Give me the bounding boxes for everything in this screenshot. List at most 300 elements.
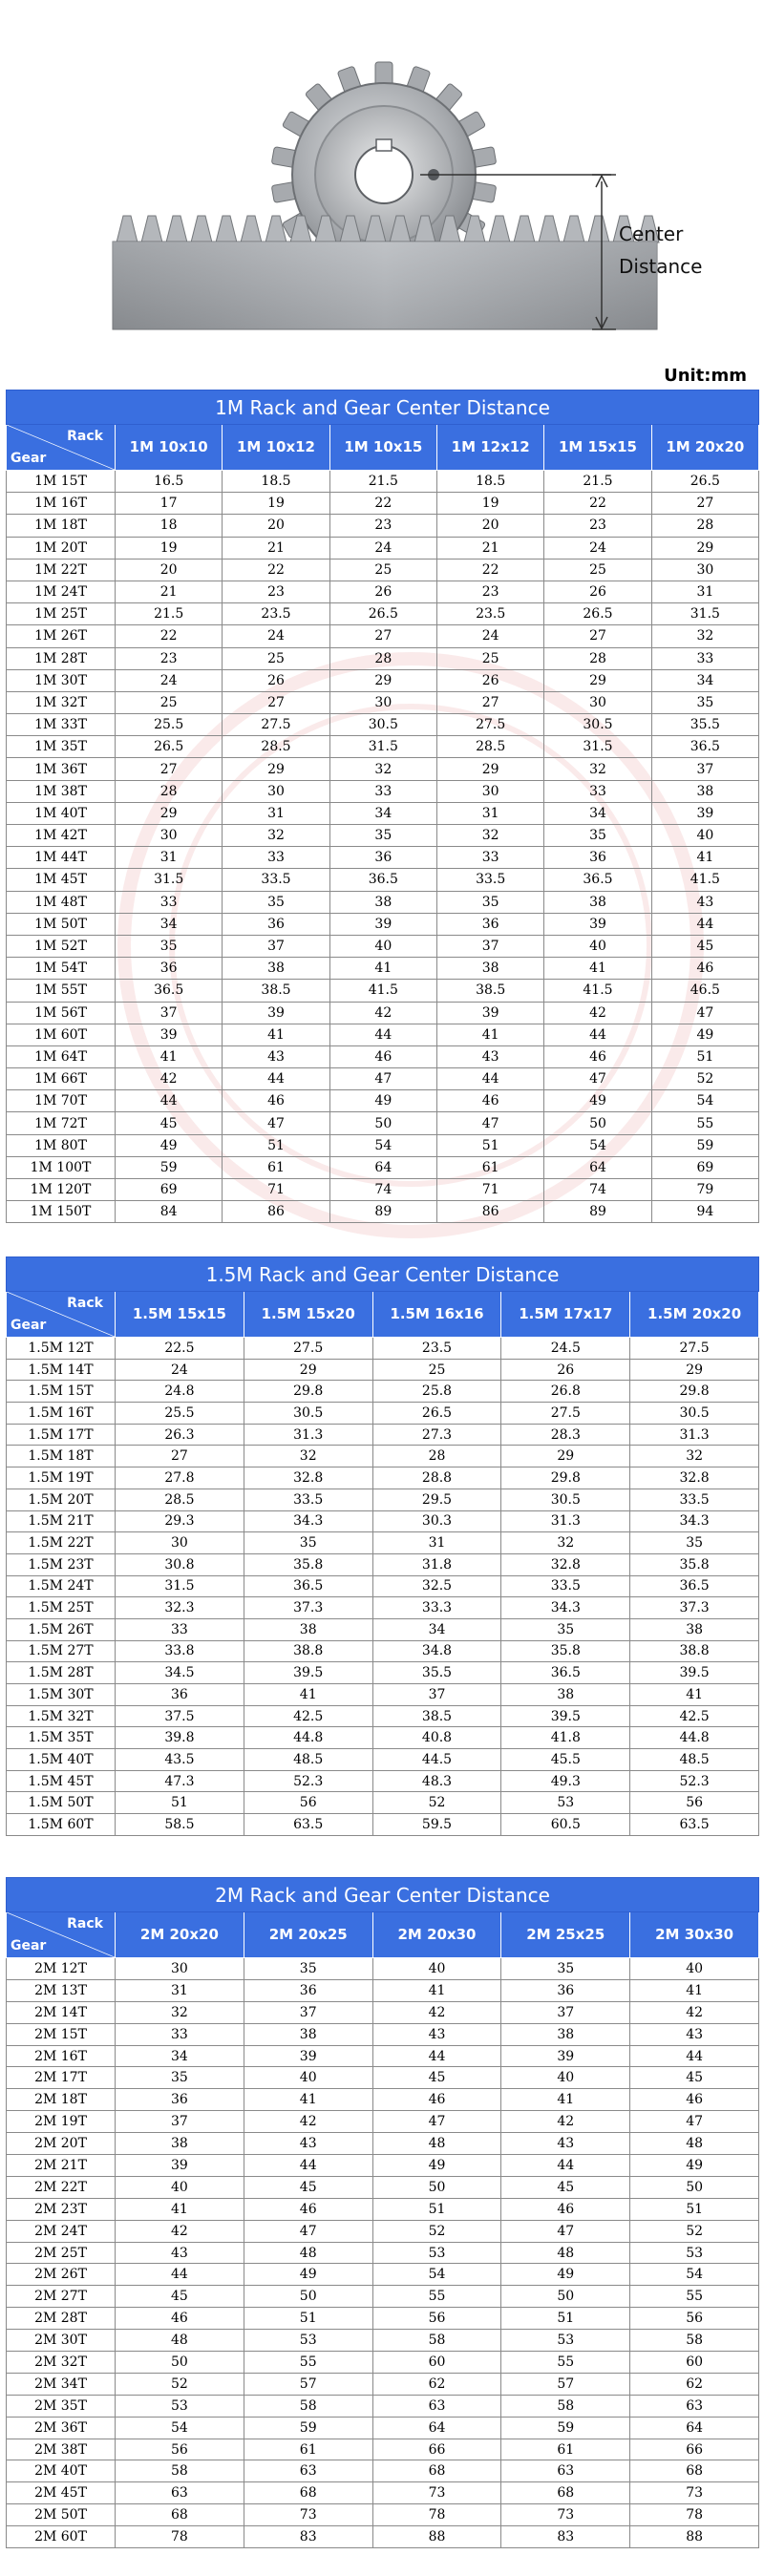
- distance-cell: 25: [116, 691, 223, 713]
- distance-cell: 31: [436, 802, 543, 824]
- distance-cell: 79: [651, 1179, 758, 1201]
- distance-cell: 23: [544, 515, 651, 537]
- table-row: [7, 1979, 759, 2001]
- distance-cell: 41: [544, 958, 651, 980]
- center-distance-table-1-5m: [6, 1256, 759, 1836]
- rack-tooth: [539, 216, 560, 243]
- distance-cell: 29.3: [116, 1510, 244, 1532]
- distance-cell: 22: [329, 493, 436, 515]
- distance-cell: 55: [244, 2352, 372, 2374]
- distance-cell: 35: [244, 1532, 372, 1554]
- rack-tooth: [216, 216, 237, 243]
- distance-cell: 29: [501, 1446, 630, 1467]
- distance-cell: 46: [244, 2198, 372, 2220]
- distance-cell: 17: [116, 493, 223, 515]
- corner-gear-label: Gear: [11, 1318, 47, 1333]
- distance-cell: 68: [501, 2482, 630, 2504]
- distance-cell: 45: [116, 2286, 244, 2308]
- distance-cell: 36.5: [116, 980, 223, 1002]
- gear-label-cell: 2M 17T: [7, 2067, 116, 2089]
- distance-cell: 37: [651, 758, 758, 780]
- rack-tooth: [166, 216, 187, 243]
- table-row: [7, 714, 759, 736]
- distance-cell: 78: [116, 2526, 244, 2548]
- distance-cell: 29: [223, 758, 329, 780]
- distance-cell: 52: [651, 1068, 758, 1090]
- table-row: [7, 2089, 759, 2111]
- distance-cell: 40: [651, 825, 758, 847]
- distance-cell: 16.5: [116, 471, 223, 493]
- distance-cell: 45.5: [501, 1749, 630, 1771]
- table-row: [7, 1446, 759, 1467]
- table-row: [7, 1705, 759, 1727]
- distance-cell: 21.5: [329, 471, 436, 493]
- distance-cell: 73: [501, 2504, 630, 2526]
- distance-cell: 48: [501, 2242, 630, 2264]
- distance-cell: 54: [116, 2417, 244, 2439]
- distance-cell: 46: [501, 2198, 630, 2220]
- distance-cell: 78: [630, 2504, 759, 2526]
- distance-cell: 27: [116, 1446, 244, 1467]
- distance-cell: 21: [436, 537, 543, 559]
- table-row: [7, 2264, 759, 2286]
- gear-label-cell: 1.5M 18T: [7, 1446, 116, 1467]
- distance-cell: 31.3: [244, 1424, 372, 1446]
- distance-cell: 45: [630, 2067, 759, 2089]
- distance-cell: 55: [630, 2286, 759, 2308]
- table-row: [7, 825, 759, 847]
- distance-cell: 46: [329, 1045, 436, 1067]
- distance-cell: 41: [244, 1684, 372, 1706]
- table-row: [7, 980, 759, 1002]
- distance-cell: 44: [544, 1024, 651, 1045]
- distance-cell: 58: [630, 2330, 759, 2352]
- rack-tooth: [191, 216, 212, 243]
- table-row: [7, 2286, 759, 2308]
- table-row: [7, 913, 759, 935]
- distance-cell: 44: [116, 2264, 244, 2286]
- distance-cell: 68: [372, 2460, 501, 2482]
- gear-label-cell: 2M 38T: [7, 2439, 116, 2460]
- distance-cell: 25: [329, 559, 436, 581]
- distance-cell: 41: [329, 958, 436, 980]
- distance-cell: 45: [651, 935, 758, 957]
- distance-cell: 23: [436, 581, 543, 602]
- table-row: [7, 669, 759, 691]
- distance-cell: 39.5: [244, 1662, 372, 1684]
- distance-cell: 39.5: [501, 1705, 630, 1727]
- gear-label-cell: 1.5M 28T: [7, 1662, 116, 1684]
- distance-cell: 36: [329, 847, 436, 869]
- distance-cell: 26.5: [651, 471, 758, 493]
- distance-cell: 73: [630, 2482, 759, 2504]
- distance-cell: 59: [501, 2417, 630, 2439]
- distance-cell: 45: [372, 2067, 501, 2089]
- gear-label-cell: 1.5M 30T: [7, 1684, 116, 1706]
- distance-cell: 36.5: [244, 1575, 372, 1597]
- distance-cell: 37: [223, 935, 329, 957]
- distance-cell: 50: [372, 2176, 501, 2198]
- distance-cell: 32: [436, 825, 543, 847]
- distance-cell: 32: [501, 1532, 630, 1554]
- distance-cell: 32.5: [372, 1575, 501, 1597]
- distance-cell: 35: [501, 1958, 630, 1980]
- gear-label-cell: 2M 45T: [7, 2482, 116, 2504]
- distance-cell: 22: [436, 559, 543, 581]
- table-row: [7, 891, 759, 913]
- gear-label-cell: 1M 18T: [7, 515, 116, 537]
- rack-tooth: [489, 216, 510, 243]
- distance-cell: 40: [630, 1958, 759, 1980]
- table-row: [7, 559, 759, 581]
- distance-cell: 64: [372, 2417, 501, 2439]
- distance-cell: 62: [372, 2373, 501, 2395]
- distance-cell: 60: [630, 2352, 759, 2374]
- rack-tooth: [241, 216, 262, 243]
- distance-cell: 47: [223, 1112, 329, 1134]
- table-row: [7, 1045, 759, 1067]
- distance-cell: 73: [244, 2504, 372, 2526]
- distance-cell: 44: [329, 1024, 436, 1045]
- gear-label-cell: 2M 60T: [7, 2526, 116, 2548]
- table-row: [7, 958, 759, 980]
- keyway: [376, 139, 392, 151]
- table-row: [7, 471, 759, 493]
- distance-cell: 35: [651, 691, 758, 713]
- distance-cell: 48: [116, 2330, 244, 2352]
- distance-cell: 61: [244, 2439, 372, 2460]
- distance-cell: 32: [544, 758, 651, 780]
- table-row: [7, 1792, 759, 1814]
- gear-label-cell: 2M 40T: [7, 2460, 116, 2482]
- distance-cell: 39: [223, 1002, 329, 1024]
- distance-cell: 58: [244, 2395, 372, 2417]
- distance-cell: 61: [436, 1156, 543, 1178]
- distance-cell: 24: [544, 537, 651, 559]
- distance-cell: 42: [372, 2001, 501, 2023]
- distance-cell: 42.5: [244, 1705, 372, 1727]
- distance-cell: 49: [329, 1090, 436, 1112]
- distance-cell: 30: [223, 780, 329, 802]
- distance-cell: 88: [630, 2526, 759, 2548]
- distance-cell: 24: [436, 625, 543, 647]
- distance-cell: 38: [116, 2133, 244, 2155]
- table-header-row: [7, 425, 759, 471]
- distance-cell: 27: [329, 625, 436, 647]
- distance-cell: 22: [544, 493, 651, 515]
- table-row: [7, 2417, 759, 2439]
- distance-cell: 28.5: [436, 736, 543, 758]
- distance-cell: 34: [116, 2045, 244, 2067]
- distance-cell: 36: [501, 1979, 630, 2001]
- distance-cell: 22: [116, 625, 223, 647]
- distance-cell: 37.3: [630, 1597, 759, 1619]
- gear-label-cell: 2M 21T: [7, 2155, 116, 2177]
- gear-label-cell: 1M 35T: [7, 736, 116, 758]
- gear-label-cell: 2M 36T: [7, 2417, 116, 2439]
- distance-cell: 33.8: [116, 1640, 244, 1662]
- distance-cell: 36: [436, 913, 543, 935]
- distance-cell: 51: [651, 1045, 758, 1067]
- distance-cell: 38: [630, 1618, 759, 1640]
- distance-cell: 78: [372, 2504, 501, 2526]
- distance-cell: 29.8: [501, 1467, 630, 1489]
- table-row: [7, 2482, 759, 2504]
- rack-gear-corner-header: [7, 1292, 116, 1338]
- gear-label-cell: 1M 42T: [7, 825, 116, 847]
- distance-cell: 47: [372, 2111, 501, 2133]
- distance-cell: 38: [329, 891, 436, 913]
- distance-cell: 26.8: [501, 1381, 630, 1403]
- distance-cell: 18: [116, 515, 223, 537]
- gear-label-cell: 1M 70T: [7, 1090, 116, 1112]
- distance-cell: 89: [544, 1201, 651, 1223]
- distance-cell: 29: [244, 1359, 372, 1381]
- distance-cell: 20: [436, 515, 543, 537]
- distance-cell: 43: [116, 2242, 244, 2264]
- distance-cell: 66: [372, 2439, 501, 2460]
- distance-cell: 29: [630, 1359, 759, 1381]
- table-header-row: [7, 1292, 759, 1338]
- gear-label-cell: 2M 32T: [7, 2352, 116, 2374]
- distance-cell: 84: [116, 1201, 223, 1223]
- distance-cell: 26.5: [329, 603, 436, 625]
- distance-cell: 26.5: [116, 736, 223, 758]
- distance-cell: 41: [223, 1024, 329, 1045]
- distance-cell: 39: [329, 913, 436, 935]
- distance-cell: 34.5: [116, 1662, 244, 1684]
- distance-cell: 64: [329, 1156, 436, 1178]
- distance-cell: 30.5: [329, 714, 436, 736]
- table-row: [7, 2352, 759, 2374]
- distance-cell: 37.3: [244, 1597, 372, 1619]
- distance-cell: 23.5: [436, 603, 543, 625]
- table-row: [7, 1510, 759, 1532]
- distance-cell: 62: [630, 2373, 759, 2395]
- distance-cell: 38.5: [436, 980, 543, 1002]
- distance-cell: 27.5: [436, 714, 543, 736]
- distance-cell: 41: [436, 1024, 543, 1045]
- distance-cell: 50: [501, 2286, 630, 2308]
- distance-cell: 26: [436, 669, 543, 691]
- distance-cell: 34.3: [630, 1510, 759, 1532]
- distance-cell: 48: [244, 2242, 372, 2264]
- table-row: [7, 2460, 759, 2482]
- gear-label-cell: 1M 20T: [7, 537, 116, 559]
- table-row: [7, 493, 759, 515]
- distance-cell: 31: [116, 1979, 244, 2001]
- table-row: [7, 625, 759, 647]
- table-row: [7, 1424, 759, 1446]
- distance-cell: 44: [501, 2155, 630, 2177]
- distance-cell: 20: [116, 559, 223, 581]
- gear-label-cell: 2M 27T: [7, 2286, 116, 2308]
- distance-cell: 54: [372, 2264, 501, 2286]
- distance-cell: 30: [329, 691, 436, 713]
- table-header-row: [7, 1912, 759, 1958]
- distance-cell: 35: [630, 1532, 759, 1554]
- table-row: [7, 1112, 759, 1134]
- distance-cell: 40: [244, 2067, 372, 2089]
- distance-cell: 38.8: [630, 1640, 759, 1662]
- table-row: [7, 515, 759, 537]
- distance-cell: 30: [116, 1958, 244, 1980]
- distance-cell: 27: [223, 691, 329, 713]
- distance-cell: 83: [244, 2526, 372, 2548]
- distance-cell: 41: [116, 1045, 223, 1067]
- distance-cell: 55: [501, 2352, 630, 2374]
- table-row: [7, 1814, 759, 1836]
- corner-rack-label: Rack: [67, 429, 103, 444]
- distance-cell: 47.3: [116, 1770, 244, 1792]
- distance-cell: 35: [223, 891, 329, 913]
- gear-label-cell: 2M 26T: [7, 2264, 116, 2286]
- table-row: [7, 603, 759, 625]
- distance-cell: 42: [244, 2111, 372, 2133]
- distance-cell: 54: [544, 1134, 651, 1156]
- distance-cell: 33.5: [501, 1575, 630, 1597]
- distance-cell: 35.8: [244, 1553, 372, 1575]
- column-header: 1.5M 16x16: [372, 1292, 501, 1338]
- table-row: [7, 869, 759, 891]
- gear-label-cell: 2M 19T: [7, 2111, 116, 2133]
- distance-cell: 68: [116, 2504, 244, 2526]
- column-header: 2M 20x25: [244, 1912, 372, 1958]
- distance-cell: 50: [544, 1112, 651, 1134]
- distance-cell: 52: [372, 1792, 501, 1814]
- distance-cell: 39: [244, 2045, 372, 2067]
- distance-cell: 25: [372, 1359, 501, 1381]
- distance-cell: 61: [501, 2439, 630, 2460]
- gear-label-cell: 1M 45T: [7, 869, 116, 891]
- distance-cell: 27.3: [372, 1424, 501, 1446]
- rack-gear-corner-header: [7, 425, 116, 471]
- gear-label-cell: 1M 40T: [7, 802, 116, 824]
- column-header: 1.5M 15x15: [116, 1292, 244, 1338]
- distance-cell: 24: [223, 625, 329, 647]
- distance-cell: 39: [436, 1002, 543, 1024]
- column-header: 2M 20x30: [372, 1912, 501, 1958]
- distance-cell: 63.5: [630, 1814, 759, 1836]
- gear-label-cell: 1.5M 40T: [7, 1749, 116, 1771]
- distance-cell: 41: [651, 847, 758, 869]
- distance-cell: 42: [501, 2111, 630, 2133]
- distance-cell: 36: [116, 1684, 244, 1706]
- rack-tooth: [141, 216, 162, 243]
- table-row: [7, 2308, 759, 2330]
- distance-cell: 31.5: [116, 869, 223, 891]
- gear-label-cell: 2M 28T: [7, 2308, 116, 2330]
- column-header: 1M 10x12: [223, 425, 329, 471]
- distance-cell: 59.5: [372, 1814, 501, 1836]
- distance-cell: 47: [244, 2220, 372, 2242]
- gear-label-cell: 2M 12T: [7, 1958, 116, 1980]
- table-row: [7, 2504, 759, 2526]
- distance-cell: 48.3: [372, 1770, 501, 1792]
- gear-label-cell: 1.5M 17T: [7, 1424, 116, 1446]
- distance-cell: 40: [501, 2067, 630, 2089]
- table-row: [7, 1958, 759, 1980]
- gear-label-cell: 2M 14T: [7, 2001, 116, 2023]
- table-row: [7, 847, 759, 869]
- table-row: [7, 1090, 759, 1112]
- distance-cell: 46: [372, 2089, 501, 2111]
- table-row: [7, 1381, 759, 1403]
- distance-cell: 35.5: [651, 714, 758, 736]
- distance-cell: 89: [329, 1201, 436, 1223]
- distance-cell: 30.5: [244, 1403, 372, 1425]
- distance-cell: 36: [116, 958, 223, 980]
- distance-cell: 34: [116, 913, 223, 935]
- distance-cell: 56: [630, 1792, 759, 1814]
- gear-label-cell: 1.5M 12T: [7, 1338, 116, 1360]
- table-row: [7, 2023, 759, 2045]
- distance-cell: 46: [436, 1090, 543, 1112]
- table-row: [7, 2067, 759, 2089]
- distance-cell: 36.5: [501, 1662, 630, 1684]
- distance-cell: 24: [329, 537, 436, 559]
- distance-cell: 30.5: [630, 1403, 759, 1425]
- distance-cell: 28: [329, 647, 436, 669]
- table-row: [7, 2395, 759, 2417]
- distance-cell: 37: [116, 1002, 223, 1024]
- distance-cell: 43: [244, 2133, 372, 2155]
- distance-cell: 52: [630, 2220, 759, 2242]
- distance-cell: 31.5: [329, 736, 436, 758]
- distance-cell: 40: [544, 935, 651, 957]
- distance-cell: 40.8: [372, 1727, 501, 1749]
- column-header: 1M 10x15: [329, 425, 436, 471]
- distance-cell: 23: [223, 581, 329, 602]
- distance-cell: 63: [244, 2460, 372, 2482]
- gear-label-cell: 2M 35T: [7, 2395, 116, 2417]
- gear-label-cell: 1M 38T: [7, 780, 116, 802]
- distance-cell: 44: [116, 1090, 223, 1112]
- distance-cell: 46.5: [651, 980, 758, 1002]
- table-row: [7, 736, 759, 758]
- distance-cell: 74: [329, 1179, 436, 1201]
- distance-cell: 43.5: [116, 1749, 244, 1771]
- distance-cell: 63: [116, 2482, 244, 2504]
- table-row: [7, 1359, 759, 1381]
- distance-cell: 35.5: [372, 1662, 501, 1684]
- column-header: 1.5M 17x17: [501, 1292, 630, 1338]
- distance-cell: 59: [244, 2417, 372, 2439]
- rack-tooth: [588, 216, 609, 243]
- gear-label-cell: 1.5M 20T: [7, 1489, 116, 1510]
- gear-label-cell: 2M 20T: [7, 2133, 116, 2155]
- distance-cell: 33.3: [372, 1597, 501, 1619]
- distance-cell: 38: [501, 2023, 630, 2045]
- gear-label-cell: 1M 72T: [7, 1112, 116, 1134]
- table-row: [7, 2001, 759, 2023]
- distance-cell: 41.5: [329, 980, 436, 1002]
- distance-cell: 30: [436, 780, 543, 802]
- distance-cell: 47: [630, 2111, 759, 2133]
- table-row: [7, 581, 759, 602]
- table-row: [7, 1134, 759, 1156]
- table-row: [7, 1532, 759, 1554]
- distance-cell: 49: [501, 2264, 630, 2286]
- distance-cell: 36: [544, 847, 651, 869]
- table-row: [7, 2155, 759, 2177]
- distance-cell: 34.3: [501, 1597, 630, 1619]
- distance-cell: 32.8: [630, 1467, 759, 1489]
- distance-cell: 23.5: [223, 603, 329, 625]
- gear-label-cell: 1.5M 25T: [7, 1597, 116, 1619]
- distance-cell: 25: [223, 647, 329, 669]
- distance-cell: 48.5: [630, 1749, 759, 1771]
